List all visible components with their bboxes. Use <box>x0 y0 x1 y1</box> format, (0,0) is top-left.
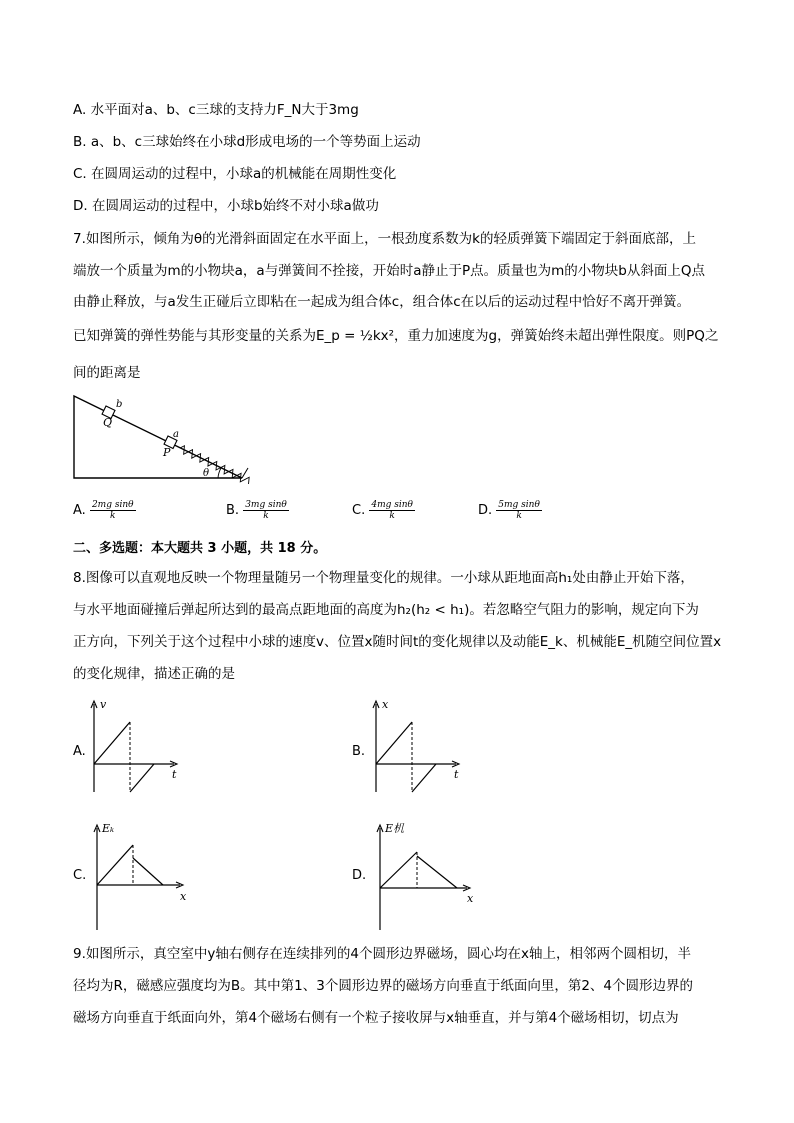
q8-graph-b <box>370 696 470 796</box>
graph-a-y-label: v <box>100 698 107 711</box>
q8-option-c-label: C. <box>73 868 87 883</box>
section-header-multiple-choice: 二、多选题：本大题共 3 小题，共 18 分。 <box>73 541 327 556</box>
q8-line-2: 与水平地面碰撞后弹起所达到的最高点距地面的高度为h₂(h₂ < h₁)。若忽略空气阻力的影响，规定向下为 <box>73 602 699 618</box>
label-q: Q <box>103 416 113 429</box>
fraction-d: $\frac{\text{5mg sinθ}}{k}$ <box>498 500 540 521</box>
q8-graph-d <box>371 818 481 933</box>
q8-option-a-label: A. <box>73 744 86 759</box>
graph-c-y-label: Eₖ <box>102 822 115 835</box>
graph-b-y-label: x <box>382 698 389 711</box>
fraction-c: $\frac{\text{4mg sinθ}}{k}$ <box>371 500 413 521</box>
q7-line-3: 由静止释放，与a发生正碰后立即粘在一起成为组合体c，组合体c在以后的运动过程中恰好不离开弹簧。 <box>73 294 691 310</box>
q6-option-b: B. a、b、c三球始终在小球d形成电场的一个等势面上运动 <box>73 134 421 150</box>
q8-line-1: 8.图像可以直观地反映一个物理量随另一个物理量变化的规律。一小球从距地面高h₁处由静止开始下落， <box>73 570 694 586</box>
q7-incline-figure <box>70 392 250 484</box>
q8-option-d-label: D. <box>352 868 367 883</box>
graph-d-y-label: E机 <box>385 822 405 835</box>
graph-c-x-label: x <box>180 890 187 903</box>
q9-line-3: 磁场方向垂直于纸面向外，第4个磁场右侧有一个粒子接收屏与x轴垂直，并与第4个磁场相切，切点为 <box>73 1010 679 1026</box>
fraction-a: $\frac{\text{2mg sinθ}}{k}$ <box>91 500 134 521</box>
q6-option-c: C. 在圆周运动的过程中，小球a的机械能在周期性变化 <box>73 166 397 182</box>
fraction-b: $\frac{\text{3mg sinθ}}{k}$ <box>245 500 287 521</box>
q6-option-d: D. 在圆周运动的过程中，小球b始终不对小球a做功 <box>73 198 379 214</box>
q7-line-5: 间的距离是 <box>73 365 141 381</box>
q7-option-b: B. $\frac{\text{3mg sinθ}}{k}$ <box>226 500 287 521</box>
q8-line-3: 正方向，下列关于这个过程中小球的速度v、位置x随时间t的变化规律以及动能E_k、机械能E_机随空间位置x <box>73 634 722 650</box>
q8-graph-a <box>88 696 188 796</box>
label-p: P <box>163 446 171 459</box>
q6-option-a: A. 水平面对a、b、c三球的支持力F_N大于3mg <box>73 102 359 118</box>
q7-option-a: A. $\frac{\text{2mg sinθ}}{k}$ <box>73 500 134 521</box>
q7-option-c: C. $\frac{\text{4mg sinθ}}{k}$ <box>352 500 413 521</box>
q8-graph-c <box>88 818 198 933</box>
q8-option-b-label: B. <box>352 744 366 759</box>
graph-a-x-label: t <box>172 768 177 781</box>
label-a: a <box>173 429 179 440</box>
q7-line-4: 已知弹簧的弹性势能与其形变量的关系为E_p = ½kx²，重力加速度为g，弹簧始终未超出弹性限度。则PQ之 <box>73 328 719 344</box>
graph-d-x-label: x <box>467 892 474 905</box>
label-theta: θ <box>203 468 210 479</box>
q9-line-1: 9.如图所示，真空室中y轴右侧存在连续排列的4个圆形边界磁场，圆心均在x轴上，相邻两个圆相切，半 <box>73 946 691 962</box>
graph-b-x-label: t <box>454 768 459 781</box>
q7-option-d: D. $\frac{\text{5mg sinθ}}{k}$ <box>478 500 540 521</box>
q7-line-1: 7.如图所示，倾角为θ的光滑斜面固定在水平面上，一根劲度系数为k的轻质弹簧下端固定于斜面底部，上 <box>73 231 696 247</box>
q7-line-2: 端放一个质量为m的小物块a，a与弹簧间不拴接，开始时a静止于P点。质量也为m的小物块b从斜面上Q点 <box>73 263 705 279</box>
q9-line-2: 径均为R，磁感应强度均为B。其中第1、3个圆形边界的磁场方向垂直于纸面向里，第2、4个圆形边界的 <box>73 978 693 994</box>
q8-line-4: 的变化规律，描述正确的是 <box>73 666 235 682</box>
label-b: b <box>116 399 123 410</box>
